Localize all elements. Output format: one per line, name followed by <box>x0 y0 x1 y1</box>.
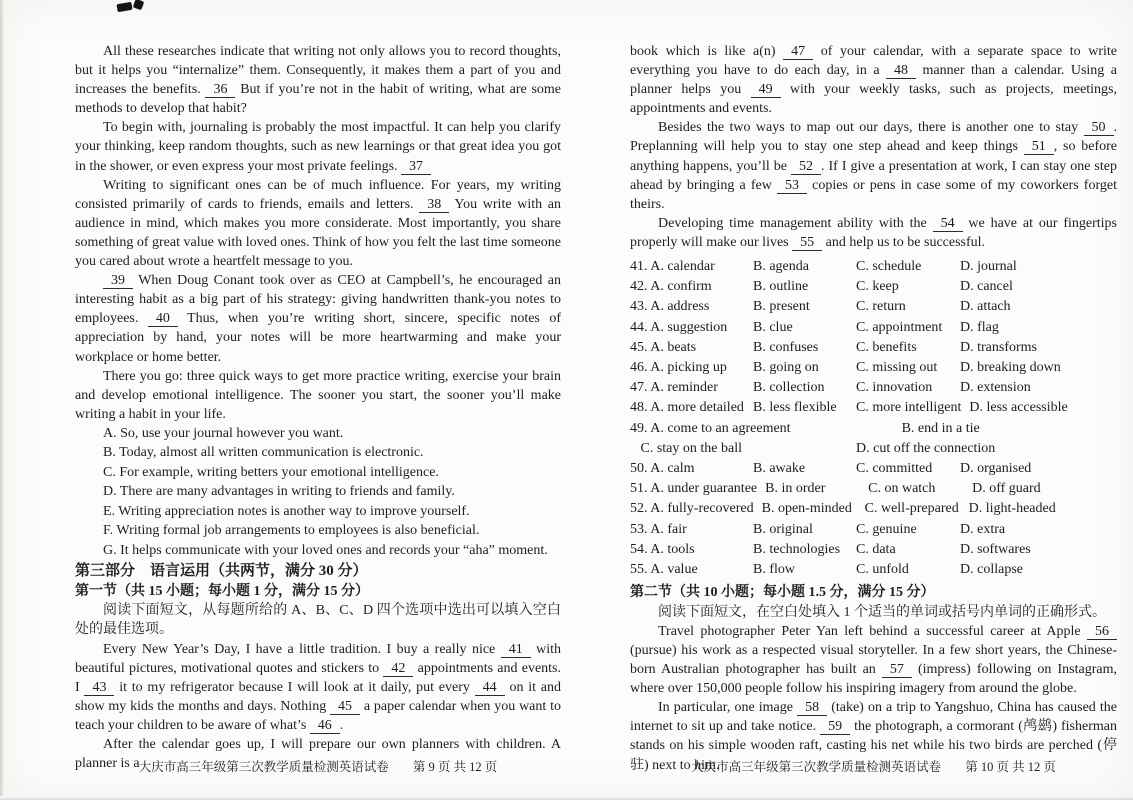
answer-blank: 37 <box>401 159 431 175</box>
passage-paragraph: To begin with, journaling is probably the most impactful. It can help you clarify your thinking, keep random thoughts, such as new learnings or that great idea you got in the shower, or even express your most private feelings. 37 <box>75 120 561 174</box>
choice-cell-d: D. off guard <box>972 481 1041 497</box>
gap-fill-option: C. For example, writing betters your emotional intelligence. <box>103 464 439 480</box>
answer-blank: 43 <box>84 680 114 696</box>
choice-cell-d: D. less accessible <box>969 400 1068 416</box>
section-three-heading: 第三部分 语言运用（共两节，满分 30 分） <box>75 563 368 580</box>
page-10-column <box>630 42 1117 775</box>
choice-row <box>630 439 1117 459</box>
choice-cell-a: 55. A. value <box>630 562 698 578</box>
part-two-instruction: 阅读下面短文，在空白处填入 1 个适当的单词或括号内单词的正确形式。 <box>658 604 1106 620</box>
choice-cell-b <box>753 439 848 459</box>
scan-artifact <box>116 2 132 12</box>
choice-cell-d <box>1006 419 1117 439</box>
gap-fill-option: E. Writing appreciation notes is another way to improve yourself. <box>103 503 470 519</box>
passage-paragraph: All these researches indicate that writing not only allows you to record thoughts, but it helps you “internalize” them. Consequently, it makes them a part of you and increases the benefits. 36 But if you’re not in the habit of writing, what are some methods to develop that habit? <box>75 44 561 117</box>
choice-cell-c: B. end in a tie <box>901 420 980 436</box>
choice-cell-b: B. less flexible <box>753 400 837 416</box>
part-one-instruction: 阅读下面短文，从每题所给的 A、B、C、D 四个选项中选出可以填入空白处的最佳选项。 <box>75 603 561 638</box>
grammar-fill-paragraph-1: Travel photographer Peter Yan left behind a successful career at Apple 56 (pursue) his work as a respected visual storyteller. In a few short years, the Chinese-born Australian photographer has built an 57 (impress) following on Instagram, where over 150,000 people follow his inspiring imagery from around the globe. <box>630 623 1117 697</box>
choice-cell-c: C. well-prepared <box>864 501 959 517</box>
choice-row <box>630 560 1117 580</box>
answer-blank: 48 <box>886 63 916 79</box>
choice-cell-b: B. open-minded <box>761 501 852 517</box>
choice-cell-a: C. stay on the ball <box>630 440 742 456</box>
choice-cell-a: 48. A. more detailed <box>630 400 744 416</box>
choice-cell-b: B. flow <box>753 562 795 578</box>
choice-cell-b: B. confuses <box>753 339 819 355</box>
choice-cell-a: 54. A. tools <box>630 541 695 557</box>
choice-row <box>630 499 1117 519</box>
scan-artifact <box>133 0 145 10</box>
scan-edge-shadow-bottom <box>0 796 1133 800</box>
choice-cell-d: D. breaking down <box>960 360 1061 376</box>
choice-cell-c: C. more intelligent <box>856 400 962 416</box>
choice-cell-d: D. softwares <box>960 541 1031 557</box>
choice-cell-c: C. data <box>856 541 896 557</box>
choice-cell-c: C. committed <box>856 461 933 477</box>
answer-blank: 58 <box>797 700 827 716</box>
choice-cell-a: 52. A. fully-recovered <box>630 501 754 517</box>
footer-page-number: 第 9 页 共 12 页 <box>412 760 498 774</box>
cloze-paragraph-3: book which is like a(n) 47 of your calendar, with a separate space to write everything you have to do each day, in a 48 manner than a calendar. Using a planner helps you 49 with your weekly tasks, such as projects, meetings, appointments and events. <box>630 44 1118 117</box>
choice-cell-a: 46. A. picking up <box>630 360 727 376</box>
answer-blank: 51 <box>1024 139 1054 155</box>
choice-cell-c: C. genuine <box>856 521 917 537</box>
answer-blank: 44 <box>475 680 505 696</box>
choice-cell-d: D. journal <box>960 259 1017 275</box>
choice-cell-d: D. extra <box>960 521 1006 537</box>
answer-blank: 56 <box>1087 624 1117 640</box>
choice-cell-b: B. collection <box>753 380 825 396</box>
passage-paragraph: There you go: three quick ways to get more practice writing, exercise your brain and develop emotional intelligence. The sooner you start, the sooner you’ll make writing a habit in your life. <box>75 368 561 422</box>
answer-blank: 57 <box>882 662 912 678</box>
choice-cell-a: 43. A. address <box>630 299 710 315</box>
passage-paragraph: 39 When Doug Conant took over as CEO at Campbell’s, he encouraged an interesting habit as a big part of his strategy: giving handwritten thank-you notes to employees. 40 Thus, when you’re writing short, sincere, specific notes of appreciation by hand, your notes will be more heartwarming and make your workplace or home better. <box>75 273 561 365</box>
choice-row <box>630 398 1117 418</box>
choice-cell-d: D. transforms <box>960 339 1037 355</box>
answer-blank: 53 <box>777 178 807 194</box>
choice-cell-d: D. flag <box>960 319 999 335</box>
answer-blank: 52 <box>791 159 821 175</box>
gap-fill-option-list <box>75 424 561 561</box>
choice-row <box>630 318 1117 338</box>
choice-cell-b: B. original <box>753 521 813 537</box>
choice-cell-d: D. collapse <box>960 562 1023 578</box>
choice-cell-c: C. return <box>856 299 906 315</box>
choice-cell-c: C. appointment <box>856 319 943 335</box>
choice-cell-b: B. awake <box>753 461 806 477</box>
choice-cell-d: D. cancel <box>960 279 1013 295</box>
gap-fill-option: G. It helps communicate with your loved ones and records your “aha” moment. <box>103 542 548 558</box>
answer-blank: 39 <box>103 273 133 289</box>
page-9-column <box>75 42 561 773</box>
choice-cell-a: 51. A. under guarantee <box>630 481 758 497</box>
answer-blank: 55 <box>792 235 822 251</box>
choice-cell-a: 47. A. reminder <box>630 380 718 396</box>
choice-cell-c: C. schedule <box>856 259 922 275</box>
choice-row <box>630 540 1117 560</box>
answer-blank: 45 <box>330 699 360 715</box>
choice-cell-c: C. unfold <box>856 562 909 578</box>
footer-title: 大庆市高三年级第三次教学质量检测英语试卷 <box>691 760 942 774</box>
choice-cell-c: D. cut off the connection <box>856 440 996 456</box>
answer-blank: 46 <box>310 718 340 734</box>
choice-cell-d: D. attach <box>960 299 1011 315</box>
gap-fill-option: A. So, use your journal however you want. <box>103 425 344 441</box>
reading-passage-paragraphs <box>75 42 561 424</box>
answer-blank: 38 <box>419 197 449 213</box>
answer-blank: 54 <box>933 216 963 232</box>
answer-blank: 40 <box>148 311 178 327</box>
answer-blank: 42 <box>383 661 413 677</box>
choice-cell-a: 44. A. suggestion <box>630 319 728 335</box>
footer-page-10 <box>630 757 1117 775</box>
choice-row <box>630 297 1117 317</box>
choice-cell-d: D. organised <box>960 461 1032 477</box>
choice-row <box>630 257 1117 277</box>
multiple-choice-table <box>630 257 1117 580</box>
choice-cell-a: 50. A. calm <box>630 461 695 477</box>
choice-cell-b: B. clue <box>753 319 793 335</box>
scan-edge-shadow <box>0 0 5 800</box>
footer-page-9 <box>75 757 561 775</box>
choice-row <box>630 277 1117 297</box>
choice-cell-d: D. extension <box>960 380 1031 396</box>
answer-blank: 59 <box>820 719 850 735</box>
choice-cell-c: C. keep <box>856 279 899 295</box>
cloze-paragraph-5: Developing time management ability with the 54 we have at our fingertips properly will make our lives 55 and help us to be successful. <box>630 215 1117 250</box>
footer-title: 大庆市高三年级第三次教学质量检测英语试卷 <box>138 760 389 774</box>
choice-row <box>630 479 1117 499</box>
gap-fill-option: D. There are many advantages in writing to friends and family. <box>103 484 455 500</box>
choice-row <box>630 378 1117 398</box>
choice-row <box>630 520 1117 540</box>
choice-cell-b: B. technologies <box>753 541 841 557</box>
choice-cell-b <box>799 419 894 439</box>
choice-cell-c: C. innovation <box>856 380 933 396</box>
part-one-heading: 第一节（共 15 小题；每小题 1 分，满分 15 分） <box>75 583 369 599</box>
choice-cell-b: B. present <box>753 299 810 315</box>
choice-cell-b: B. agenda <box>753 259 809 275</box>
answer-blank: 47 <box>783 44 813 60</box>
choice-cell-b: B. going on <box>753 360 819 376</box>
choice-cell-d: D. light-headed <box>968 501 1056 517</box>
passage-paragraph: Writing to significant ones can be of much influence. For years, my writing consisted primarily of cards to friends, emails and letters. 38 You write with an audience in mind, which makes you more considerate. Most importantly, you share something of great value with loved ones. Think of how you felt the last time someone you cared about wrote a heartfelt message to you. <box>75 177 561 270</box>
footer-page-number: 第 10 页 共 12 页 <box>965 760 1056 774</box>
choice-row <box>630 459 1117 479</box>
choice-row <box>630 419 1117 439</box>
cloze-paragraph-2: After the calendar goes up, I will prepare our own planners with children. A planner is a <box>75 737 561 772</box>
choice-cell-c: C. benefits <box>856 339 917 355</box>
choice-row <box>630 338 1117 358</box>
choice-cell-b: B. in order <box>765 481 826 497</box>
answer-blank: 36 <box>205 82 235 98</box>
choice-cell-b: B. outline <box>753 279 809 295</box>
gap-fill-option: F. Writing formal job arrangements to employees is also beneficial. <box>103 523 480 539</box>
choice-cell-a: 41. A. calendar <box>630 259 715 275</box>
choice-cell-a: 42. A. confirm <box>630 279 712 295</box>
choice-cell-d <box>1003 439 1117 459</box>
grammar-fill-paragraph-2: In particular, one image 58 (take) on a trip to Yangshuo, China has caused the internet to sit up and take notice. 59 the photograph, a cormorant (鸬鹚) fisherman stands on his simple wooden raft, casting his net while his two birds are perched (停驻) next to him. <box>630 700 1117 773</box>
part-two-heading: 第二节（共 10 小题；每小题 1.5 分，满分 15 分） <box>630 585 935 601</box>
answer-blank: 50 <box>1084 120 1114 136</box>
choice-cell-a: 49. A. come to an agreement <box>630 420 791 436</box>
answer-blank: 41 <box>501 642 531 658</box>
cloze-paragraph-1: Every New Year’s Day, I have a little tradition. I buy a really nice 41 with beautiful pictures, motivational quotes and stickers to 42 appointments and events. I 43 it to my refrigerator because I will look at it daily, put every 44 on it and show my kids the months and days. Nothing 45 a paper calendar when you want to teach your children to be aware of what’s 46 . <box>75 641 562 733</box>
choice-row <box>630 358 1117 378</box>
answer-blank: 49 <box>751 82 781 98</box>
gap-fill-option: B. Today, almost all written communication is electronic. <box>103 445 424 461</box>
choice-cell-a: 53. A. fair <box>630 521 687 537</box>
choice-cell-c: C. on watch <box>868 481 936 497</box>
choice-cell-a: 45. A. beats <box>630 339 697 355</box>
choice-cell-c: C. missing out <box>856 360 938 376</box>
cloze-paragraph-4: Besides the two ways to map out our days, there is another one to stay 50 . Preplanning will help you to stay one step ahead and keep things 51 , so before anything happens, you’ll be 52 . If I give a presentation at work, I can stay one step ahead by bringing a few 53 copies or pens in case some of my coworkers forget theirs. <box>630 120 1117 212</box>
